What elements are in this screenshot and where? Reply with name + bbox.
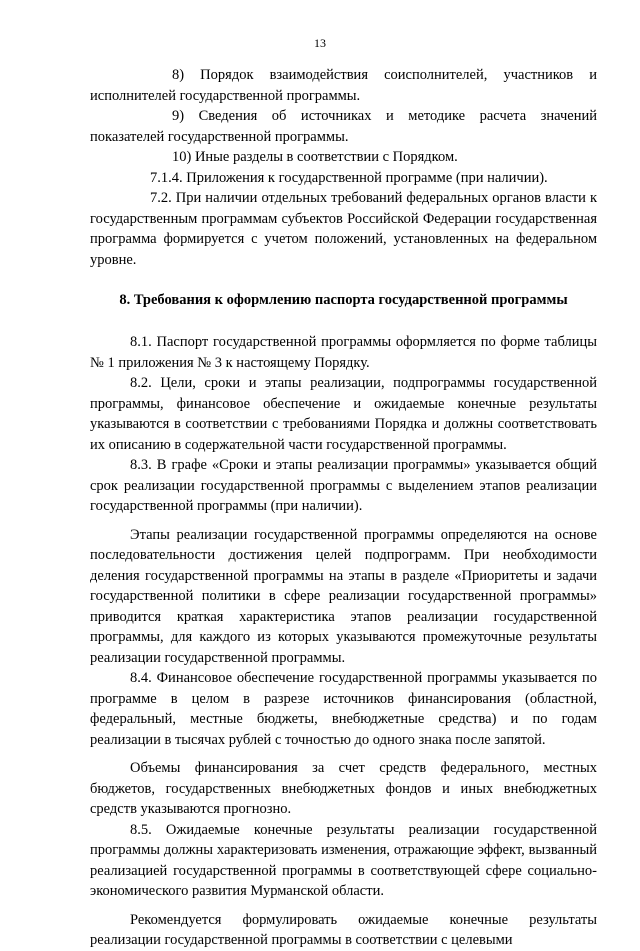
paragraph-8-4: 8.4. Финансовое обеспечение государственной программы указывается по программе в целом в разрезе источников финансирования (областной, федеральный, местные бюджеты, внебюджетные средства) и по годам реализации в тысячах рублей с точностью до одного знака после запятой. bbox=[90, 670, 597, 748]
paragraph-8-1: 8.1. Паспорт государственной программы оформляется по форме таблицы № 1 приложения № 3 к настоящему Порядку. bbox=[90, 334, 597, 371]
paragraph-stages: Этапы реализации государственной программы определяются на основе последовательности достижения целей подпрограмм. При необходимости деления государственной программы на этапы в разделе «Приоритеты и задачи государственной политики в сфере реализации государственной программы» приводится краткая характеристика этапов реализации государственной программы, для каждого из которых указываются промежуточные результаты реализации государственной программы. bbox=[90, 526, 597, 666]
page-number: 13 bbox=[314, 36, 326, 50]
paragraph-recommendation: Рекомендуется формулировать ожидаемые конечные результаты реализации государственной программы в соответствии с целевыми bbox=[90, 911, 597, 948]
paragraph-7-1-4: 7.1.4. Приложения к государственной программе (при наличии). bbox=[150, 169, 548, 186]
paragraph-item-9: 9) Сведения об источниках и методике расчета значений показателей государственной программы. bbox=[90, 108, 597, 145]
paragraph-8-3: 8.3. В графе «Сроки и этапы реализации программы» указывается общий срок реализации государственной программы с выделением этапов реализации государственной программы (при наличии). bbox=[90, 457, 597, 514]
paragraph-8-2: 8.2. Цели, сроки и этапы реализации, подпрограммы государственной программы, финансовое обеспечение и ожидаемые конечные результаты указываются в соответствии с требованиями Порядка и должны соответствовать их описанию в содержательной части государственной программы. bbox=[90, 375, 597, 453]
paragraph-item-8: 8) Порядок взаимодействия соисполнителей, участников и исполнителей государственной программы. bbox=[90, 67, 597, 104]
paragraph-item-10: 10) Иные разделы в соответствии с Порядком. bbox=[172, 149, 458, 165]
paragraph-8-5: 8.5. Ожидаемые конечные результаты реализации государственной программы должны характеризовать изменения, отражающие эффект, вызванный реализацией государственной программы в соответствующей сфере социально-экономического развития Мурманской области. bbox=[90, 821, 597, 899]
section-heading: 8. Требования к оформлению паспорта государственной программы bbox=[119, 292, 568, 308]
paragraph-7-2: 7.2. При наличии отдельных требований федеральных органов власти к государственным программам субъектов Российской Федерации государственная программа формируется с учетом положений, установленных на федеральном уровне. bbox=[90, 190, 597, 268]
document-body bbox=[90, 65, 597, 951]
paragraph-funding-volumes: Объемы финансирования за счет средств федерального, местных бюджетов, государственных внебюджетных фондов и иных внебюджетных средств указываются прогнозно. bbox=[90, 760, 597, 817]
